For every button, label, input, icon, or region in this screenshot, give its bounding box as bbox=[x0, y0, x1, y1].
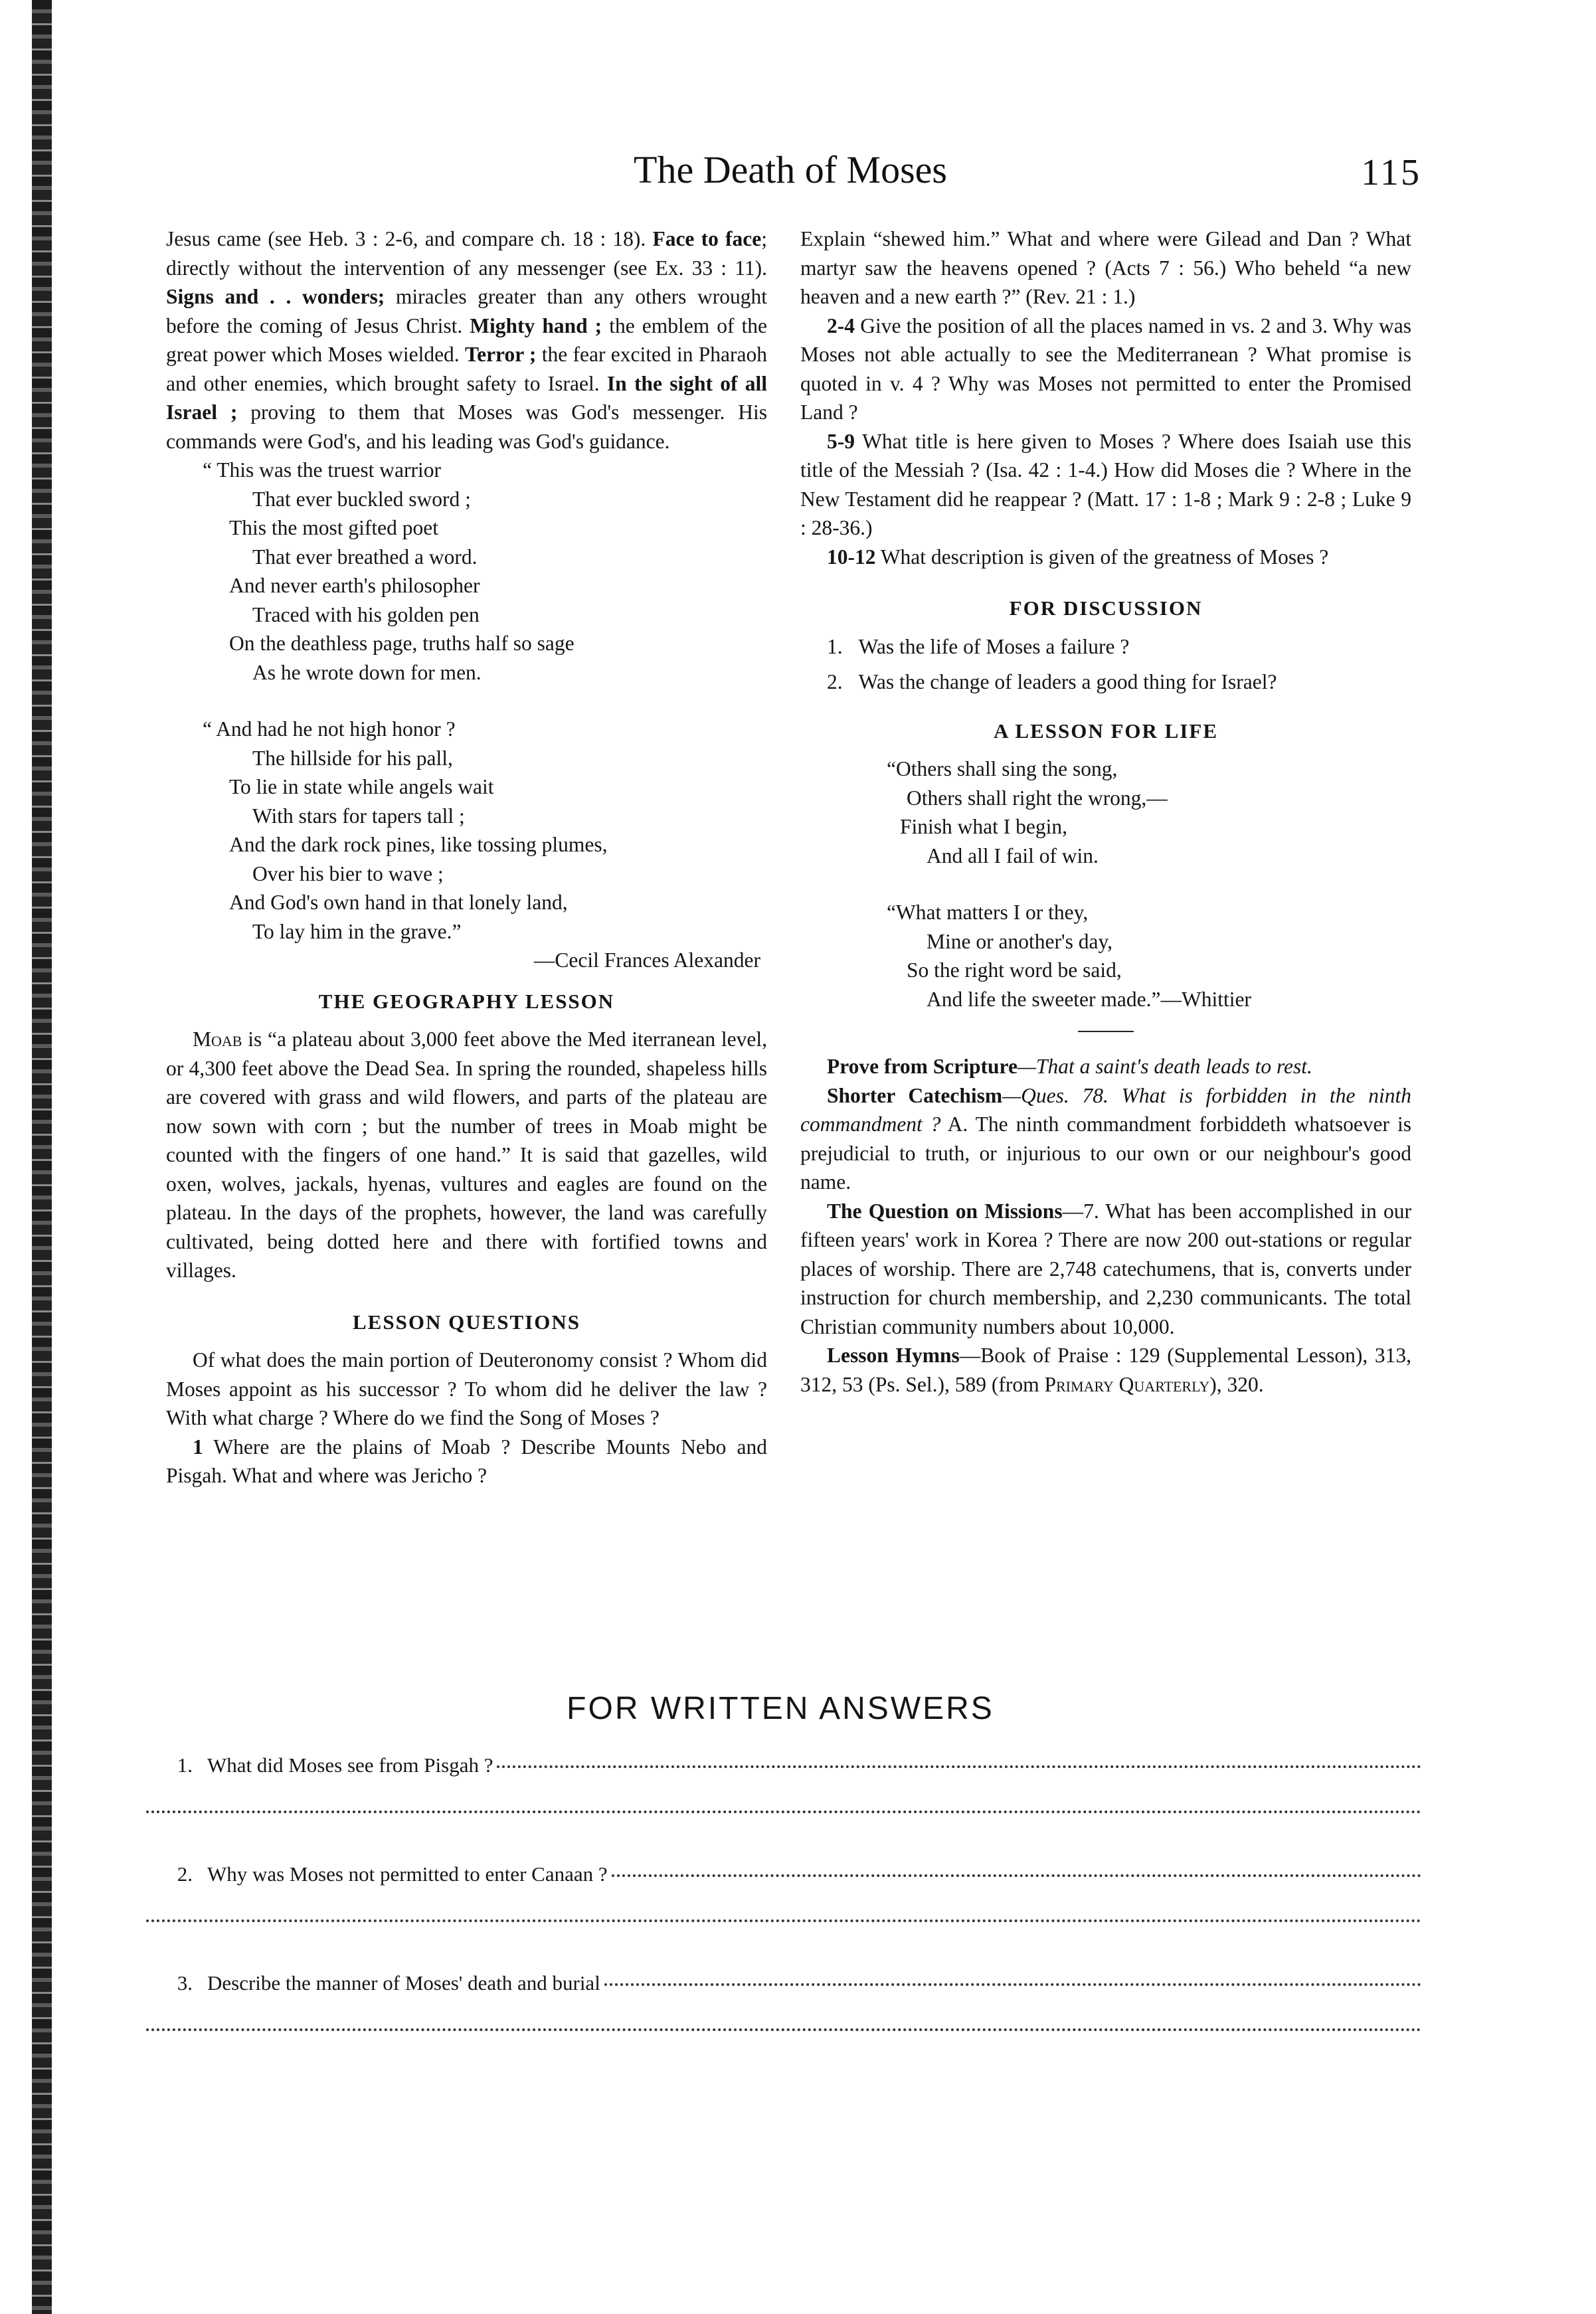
poem-stanza-1 bbox=[166, 456, 767, 687]
list-item bbox=[800, 632, 1411, 662]
answer-line[interactable] bbox=[146, 1811, 1421, 1813]
life-poem-stanza-2 bbox=[800, 898, 1411, 1014]
written-question-2 bbox=[139, 1862, 1421, 1886]
geography-paragraph bbox=[166, 1025, 767, 1285]
poem-line: “What matters I or they, bbox=[887, 901, 1089, 924]
term-terror: Terror ; bbox=[464, 343, 537, 366]
question-text: Give the position of all the places named in vs. 2 and 3. Why was Moses not able actually to see the Mediterranean ? What promise is quoted in v. 4 ? Why was Moses not permitted to enter the Promised Land ? bbox=[800, 313, 1411, 424]
lesson-question-5-9 bbox=[800, 427, 1411, 543]
answer-line[interactable] bbox=[146, 2028, 1421, 2031]
written-question-number: 1. bbox=[177, 1753, 193, 1777]
written-question-3 bbox=[139, 1971, 1421, 1995]
term-face-to-face: Face to face bbox=[652, 227, 762, 250]
question-number: 2-4 bbox=[827, 313, 855, 337]
poem-line: Traced with his golden pen bbox=[252, 602, 480, 626]
spacer bbox=[800, 870, 1411, 898]
poem-line: And life the sweeter made.”—Whittier bbox=[927, 987, 1251, 1011]
page-number: 115 bbox=[1361, 152, 1421, 193]
catechism-question: —Ques. 78. What is forbidden in the ninth commandment ? bbox=[800, 1083, 1411, 1136]
poem-line: Finish what I begin, bbox=[900, 815, 1067, 838]
lesson-question-1 bbox=[166, 1433, 767, 1490]
poem-line: To lay him in the grave.” bbox=[252, 919, 462, 943]
discussion-number: 2. bbox=[827, 670, 843, 693]
written-question-text: Why was Moses not permitted to enter Canaan ? bbox=[207, 1862, 608, 1886]
poem-line: And all I fail of win. bbox=[927, 844, 1099, 867]
prove-from-scripture bbox=[800, 1052, 1411, 1081]
poem-line: And God's own hand in that lonely land, bbox=[229, 891, 568, 914]
poem-line: And never earth's philosopher bbox=[229, 574, 480, 597]
poem-line: So the right word be said, bbox=[907, 958, 1122, 982]
poem-line: The hillside for his pall, bbox=[252, 746, 453, 770]
prove-text: —That a saint's death leads to rest. bbox=[1017, 1055, 1312, 1078]
question-text: What description is given of the greatness of Moses ? bbox=[880, 545, 1329, 569]
intro-text: the fear excited in Pharaoh and other enemies, which brought safety to Israel. bbox=[166, 343, 767, 395]
lesson-question-10-12 bbox=[800, 543, 1411, 572]
answer-line[interactable] bbox=[497, 1765, 1421, 1768]
life-poem-stanza-1 bbox=[800, 755, 1411, 870]
question-continuation: Explain “shewed him.” What and where were Gilead and Dan ? What martyr saw the heavens opened ? (Acts 7 : 56.) Who beheld “a new heaven and a new earth ?” (Rev. 21 : 1.) bbox=[800, 227, 1411, 308]
poem-line: That ever breathed a word. bbox=[252, 545, 478, 569]
intro-text: the emblem of the great power which Moses wielded. bbox=[166, 313, 768, 366]
hymns-end: ), 320. bbox=[1209, 1372, 1264, 1396]
written-answers-heading: FOR WRITTEN ANSWERS bbox=[567, 1691, 994, 1726]
poem-line: Over his bier to wave ; bbox=[252, 861, 444, 885]
poem-line: This the most gifted poet bbox=[229, 516, 438, 539]
prove-label: Prove from Scripture bbox=[827, 1055, 1018, 1078]
lesson-hymns bbox=[800, 1341, 1411, 1399]
written-question-number: 2. bbox=[177, 1862, 193, 1886]
poem-line: And the dark rock pines, like tossing plumes, bbox=[229, 833, 608, 856]
poem-author: —Cecil Frances Alexander bbox=[533, 948, 760, 972]
right-column bbox=[800, 224, 1411, 1399]
lesson-for-life-heading: A LESSON FOR LIFE bbox=[993, 719, 1219, 743]
answer-line[interactable] bbox=[604, 1983, 1421, 1986]
poem-line: “ And had he not high honor ? bbox=[203, 717, 456, 741]
geography-lead: Moab bbox=[193, 1027, 242, 1051]
catechism-label: Shorter Catechism bbox=[827, 1083, 1003, 1107]
list-item bbox=[800, 668, 1411, 697]
poem-line: As he wrote down for men. bbox=[252, 660, 482, 684]
question-number: 10-12 bbox=[827, 545, 876, 569]
discussion-number: 1. bbox=[827, 634, 843, 658]
missions-text: —7. What has been accomplished in our fifteen years' work in Korea ? There are now 200 out-stations or regular places of worship. There are 2,748 catechumens, that is, converts under instruction for church membership, and 2,230 communicants. The total Christian community numbers about 10,000. bbox=[800, 1199, 1411, 1338]
answer-line[interactable] bbox=[612, 1874, 1421, 1877]
discussion-list bbox=[800, 632, 1411, 697]
poem-line: That ever buckled sword ; bbox=[252, 487, 471, 511]
poem-line: “ This was the truest warrior bbox=[203, 458, 441, 482]
hymns-text: —Book of Praise : 129 (Supplemental Lesson), 313, 312, 53 (Ps. Sel.), 589 (from bbox=[800, 1344, 1412, 1396]
intro-text: proving to them that Moses was God's messenger. His commands were God's, and his leading was God's guidance. bbox=[166, 400, 767, 453]
poem-line: With stars for tapers tall ; bbox=[252, 804, 465, 828]
section-divider bbox=[1078, 1031, 1134, 1032]
poem-line: Mine or another's day, bbox=[927, 929, 1113, 953]
question-text: What title is here given to Moses ? Where does Isaiah use this title of the Messiah ? (Isa. 42 : 1-4.) How did Moses die ? Where in the New Testament did he reappear ? (Matt. 17 : 1-8 ; Mark 9 : 2-8 ; Luke 9 : 28-36.) bbox=[800, 429, 1411, 539]
question-number: 1 bbox=[193, 1435, 203, 1459]
poem-line: “Others shall sing the song, bbox=[887, 757, 1118, 780]
intro-paragraph bbox=[166, 224, 767, 456]
term-signs-wonders: Signs and . . wonders; bbox=[166, 285, 385, 308]
discussion-text: Was the change of leaders a good thing for Israel? bbox=[858, 670, 1277, 693]
poem-stanza-2 bbox=[166, 715, 767, 946]
page-binding-edge bbox=[32, 0, 52, 2314]
answer-line[interactable] bbox=[146, 1919, 1421, 1922]
intro-text: ; directly without the intervention of any messenger (see Ex. 33 : 11). bbox=[166, 227, 767, 280]
written-question-number: 3. bbox=[177, 1971, 193, 1995]
poem-line: To lie in state while angels wait bbox=[229, 775, 494, 798]
written-question-1 bbox=[139, 1753, 1421, 1777]
hymns-label: Lesson Hymns bbox=[827, 1344, 960, 1367]
intro-text: miracles greater than any others wrought before the coming of Jesus Christ. bbox=[166, 285, 768, 337]
missions-label: The Question on Missions bbox=[827, 1199, 1063, 1223]
spacer bbox=[166, 687, 767, 715]
term-mighty-hand: Mighty hand ; bbox=[470, 313, 602, 337]
written-answers-section bbox=[139, 1690, 1421, 2080]
geography-text: is “a plateau about 3,000 feet above the Med iterranean level, or 4,300 feet above the Dead Sea. In spring the rounded, shapeless hills are covered with grass and wild flowers, and parts of the plateau are now sown with corn ; but the number of trees in Moab might be counted with the fingers of one hand.” It is said that gazelles, wild oxen, wolves, jackals, hyenas, vultures and eagles are found on the plateau. In the days of the prophets, however, the land was carefully cultivated, being dotted here and there with fortified towns and villages. bbox=[166, 1027, 768, 1282]
lesson-questions-intro: Of what does the main portion of Deuteronomy consist ? Whom did Moses appoint as his successor ? To whom did he deliver the law ? With what charge ? Where do we find the Song of Moses ? bbox=[166, 1348, 767, 1429]
written-question-text: What did Moses see from Pisgah ? bbox=[207, 1753, 493, 1777]
written-question-text: Describe the manner of Moses' death and burial bbox=[207, 1971, 600, 1995]
running-title: The Death of Moses bbox=[634, 148, 947, 191]
catechism-answer: A. The ninth commandment forbiddeth whatsoever is prejudicial to truth, or injurious to our own or our neighbour's good name. bbox=[800, 1112, 1411, 1194]
hymns-source: Primary Quarterly bbox=[1044, 1372, 1210, 1396]
poem-line: Others shall right the wrong,— bbox=[907, 786, 1168, 810]
poem-line: On the deathless page, truths half so sage bbox=[229, 632, 575, 655]
lesson-question-2-4 bbox=[800, 312, 1411, 427]
discussion-text: Was the life of Moses a failure ? bbox=[858, 634, 1130, 658]
term-sight-of-israel: In the sight of all Israel ; bbox=[166, 371, 767, 424]
missions-question bbox=[800, 1197, 1411, 1342]
left-column bbox=[166, 224, 767, 1490]
geography-heading: THE GEOGRAPHY LESSON bbox=[318, 989, 615, 1013]
shorter-catechism bbox=[800, 1081, 1411, 1197]
question-text: Where are the plains of Moab ? Describe Mounts Nebo and Pisgah. What and where was Jericho ? bbox=[166, 1435, 767, 1487]
discussion-heading: FOR DISCUSSION bbox=[1009, 596, 1203, 620]
intro-text: Jesus came (see Heb. 3 : 2-6, and compare ch. 18 : 18). bbox=[166, 227, 646, 250]
question-number: 5-9 bbox=[827, 429, 855, 453]
page-header bbox=[159, 147, 1421, 201]
lesson-questions-heading: LESSON QUESTIONS bbox=[353, 1310, 580, 1334]
